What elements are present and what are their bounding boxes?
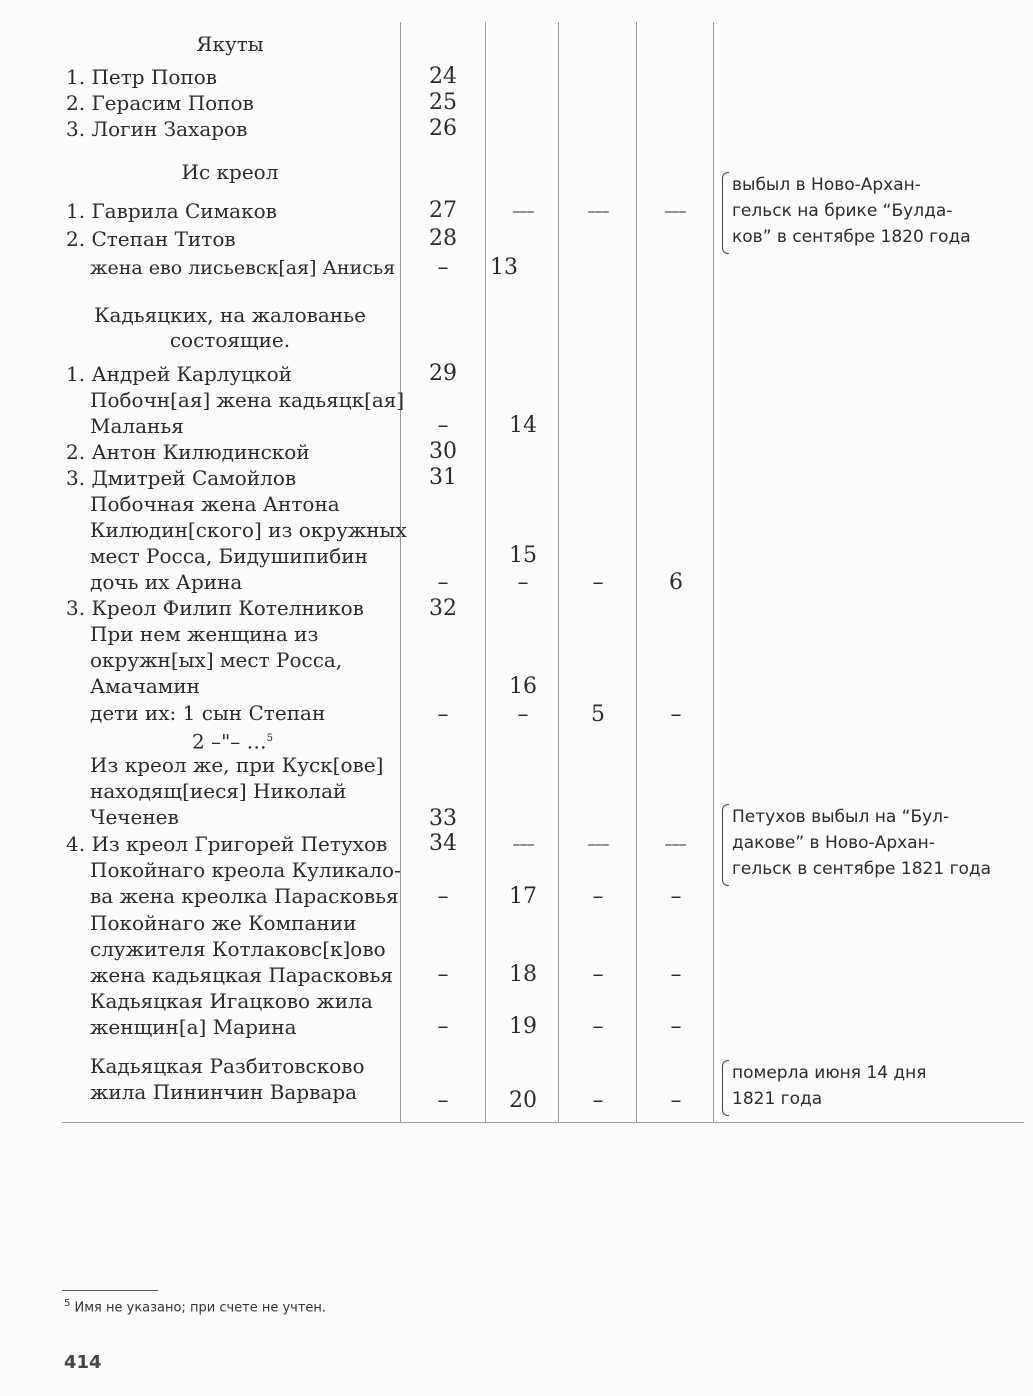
- footnote-rule: [62, 1290, 158, 1291]
- men-count: 28: [429, 226, 457, 251]
- women-count: 19: [509, 1014, 537, 1039]
- table-row-name: Маланья: [90, 414, 184, 438]
- table-row-name: мест Росса, Бидушипибин: [90, 544, 368, 568]
- men-count: 24: [429, 64, 457, 89]
- table-row-name: Амачамин: [90, 674, 200, 698]
- boys-count: –: [592, 962, 604, 987]
- table-row-name: 1. Андрей Карлуцкой: [66, 362, 292, 386]
- boys-count: –: [592, 1014, 604, 1039]
- girls-count: 6: [669, 570, 683, 595]
- women-count: 18: [509, 962, 537, 987]
- page-number: 414: [64, 1352, 102, 1373]
- table-row-name: служителя Котлаковс[к]ово: [90, 937, 386, 961]
- departed-dash: –––: [587, 834, 609, 853]
- remark-brace: [722, 804, 729, 886]
- women-count: 15: [509, 543, 537, 568]
- table-row-name: 3. Дмитрей Самойлов: [66, 466, 297, 490]
- women-count: 20: [509, 1088, 537, 1113]
- men-count: –: [437, 1014, 449, 1039]
- table-row-name: 3. Креол Филип Котелников: [66, 596, 364, 620]
- table-row-name: находящ[иеся] Николай: [90, 779, 347, 803]
- table-row-name: Кадьяцкая Разбитовсково: [90, 1054, 365, 1078]
- table-row-name: окружн[ых] мест Росса,: [90, 648, 343, 672]
- men-count: –: [437, 413, 449, 438]
- remark-brace: [722, 172, 729, 254]
- men-count: –: [437, 255, 449, 280]
- table-row-name: 1. Гаврила Симаков: [66, 199, 277, 223]
- remark-line: гельск на брике “Булда-: [732, 201, 953, 221]
- remark-brace: [722, 1060, 729, 1116]
- remark-line: ков” в сентябре 1820 года: [732, 227, 971, 247]
- men-count: 27: [429, 198, 457, 223]
- girls-count: –: [670, 962, 682, 987]
- women-count: 14: [509, 413, 537, 438]
- table-bottom-rule: [62, 1122, 1024, 1123]
- boys-count: –: [592, 1088, 604, 1113]
- table-row-name: Побочн[ая] жена кадьяцк[ая]: [90, 388, 405, 412]
- column-rule: [713, 22, 714, 1122]
- table-row-name: [192, 726, 273, 755]
- remark-line: померла июня 14 дня: [732, 1063, 927, 1083]
- men-count: –: [437, 962, 449, 987]
- men-count: –: [437, 702, 449, 727]
- boys-count: 5: [591, 702, 605, 727]
- column-rule: [485, 22, 486, 1122]
- remark-line: Петухов выбыл на “Бул-: [732, 807, 950, 827]
- men-count: –: [437, 570, 449, 595]
- departed-dash: –––: [664, 201, 686, 220]
- girls-count: –: [670, 1088, 682, 1113]
- section-heading: состоящие.: [169, 328, 291, 352]
- table-row-name: 3. Логин Захаров: [66, 117, 248, 141]
- remark-line: 1821 года: [732, 1089, 823, 1109]
- departed-dash: –––: [512, 834, 534, 853]
- remark-line: выбыл в Ново-Архан-: [732, 175, 921, 195]
- table-row-name: женщин[а] Марина: [90, 1015, 297, 1039]
- table-row-name: дети их: 1 сын Степан: [90, 701, 326, 725]
- men-count: 33: [429, 806, 457, 831]
- table-row-name: При нем женщина из: [90, 622, 319, 646]
- table-row-name: дочь их Арина: [90, 570, 243, 594]
- table-row-name: жена кадьяцкая Парасковья: [90, 963, 393, 987]
- section-heading: Кадьяцких, на жалованье: [94, 303, 366, 327]
- footnote-ref: 5: [266, 733, 274, 744]
- women-count: 16: [509, 674, 537, 699]
- departed-dash: –––: [512, 201, 534, 220]
- girls-count: –: [670, 1014, 682, 1039]
- section-heading: Ис креол: [181, 160, 279, 184]
- departed-dash: –––: [587, 201, 609, 220]
- table-row-name: 1. Петр Попов: [66, 65, 218, 89]
- remark-line: дакове” в Ново-Архан-: [732, 833, 935, 853]
- table-row-name: Килюдин[ского] из окружных: [90, 518, 407, 542]
- footnote: [64, 1298, 326, 1315]
- remark-line: гельск в сентябре 1821 года: [732, 859, 992, 879]
- women-count: –: [517, 570, 529, 595]
- table-row-name: 4. Из креол Григорей Петухов: [66, 832, 388, 856]
- column-rule: [400, 22, 401, 1122]
- footnote-mark: 5: [64, 1298, 71, 1309]
- table-row-name: жена ево лисьевск[ая] Анисья: [90, 257, 396, 279]
- table-row-name: 2. Герасим Попов: [66, 91, 254, 115]
- women-count: –: [517, 702, 529, 727]
- girls-count: –: [670, 702, 682, 727]
- table-row-name: Покойнаго креола Куликало-: [90, 858, 401, 882]
- men-count: 34: [429, 831, 457, 856]
- men-count: 30: [429, 439, 457, 464]
- table-row-name: 2. Антон Килюдинской: [66, 440, 310, 464]
- column-rule: [558, 22, 559, 1122]
- girls-count: –: [670, 884, 682, 909]
- boys-count: –: [592, 884, 604, 909]
- men-count: 29: [429, 361, 457, 386]
- men-count: –: [437, 884, 449, 909]
- column-rule: [636, 22, 637, 1122]
- footnote-text: Имя не указано; при счете не учтен.: [74, 1300, 327, 1316]
- men-count: 25: [429, 90, 457, 115]
- table-row-name: Побочная жена Антона: [90, 492, 340, 516]
- table-row-name: Покойнаго же Компании: [90, 911, 357, 935]
- table-row-name: 2. Степан Титов: [66, 227, 236, 251]
- men-count: 32: [429, 596, 457, 621]
- men-count: 26: [429, 116, 457, 141]
- table-row-name: Кадьяцкая Игацково жила: [90, 989, 373, 1013]
- boys-count: –: [592, 570, 604, 595]
- section-heading: Якуты: [196, 32, 264, 56]
- table-row-name: Из креол же, при Куск[ове]: [90, 753, 384, 777]
- table-row-name: Чеченев: [90, 805, 179, 829]
- women-count: 13: [490, 255, 518, 280]
- table-row-name: ва жена креолка Парасковья: [90, 884, 399, 908]
- men-count: –: [437, 1088, 449, 1113]
- table-row-name: жила Пининчин Варвара: [90, 1080, 358, 1104]
- men-count: 31: [429, 465, 457, 490]
- departed-dash: –––: [664, 834, 686, 853]
- women-count: 17: [509, 884, 537, 909]
- footnote-ref-text: 2 –"– …: [192, 729, 267, 754]
